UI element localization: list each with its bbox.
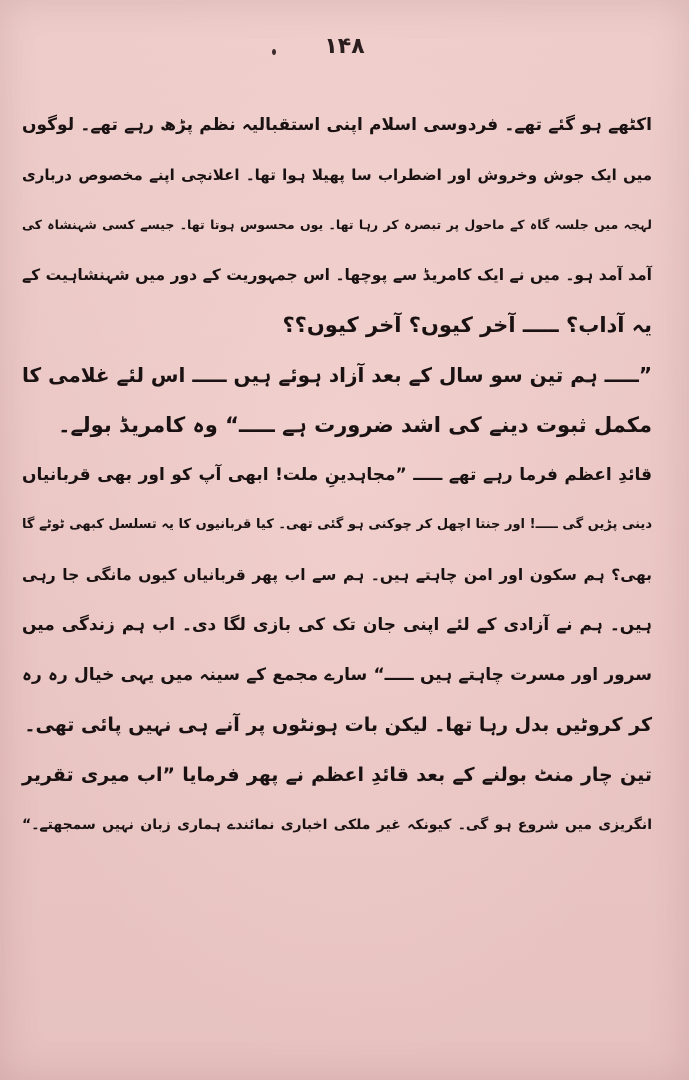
ink-speck xyxy=(272,49,276,55)
paragraph-1 xyxy=(22,100,652,350)
text-line: قائدِ اعظم فرما رہے تھے ـــــ ”مجاہدینِ ملت! ابھی آپ کو اور بھی قربانیاں xyxy=(22,465,652,485)
text-line: اکٹھے ہو گئے تھے۔ فردوسی اسلام اپنی استقبالیہ نظم پڑھ رہے تھے۔ لوگوں xyxy=(22,115,652,135)
text-line: مکمل ثبوت دینے کی اشد ضرورت ہے ـــــ“ وہ کامریڈ بولے۔ xyxy=(58,413,652,437)
text-line: سرور اور مسرت چاہتے ہیں ـــــ“ سارے مجمع کے سینہ میں یہی خیال رہ رہ xyxy=(22,665,652,685)
text-body xyxy=(22,100,652,850)
page-number: ۱۴۸ xyxy=(324,34,365,59)
text-line: دینی پڑیں گی ـــــ! اور جنتا اچھل کر چوکنی ہو گئی تھی۔ کیا قربانیوں کا یہ تسلسل کبھی ٹوٹے گا xyxy=(22,517,652,532)
paragraph-2 xyxy=(22,350,652,450)
text-line: بھی؟ ہم سکون اور امن چاہتے ہیں۔ ہم سے اب پھر قربانیاں کیوں مانگی جا رہی xyxy=(22,566,652,584)
text-line: ”ـــــ ہم تین سو سال کے بعد آزاد ہوئے ہیں ـــــ اس لئے غلامی کا xyxy=(22,363,652,387)
text-line: یہ آداب؟ ـــــ آخر کیوں؟ آخر کیوں؟؟ xyxy=(282,313,652,337)
text-line: میں ایک جوش وخروش اور اضطراب سا پھیلا ہوا تھا۔ اعلانچی اپنے مخصوص درباری xyxy=(22,166,652,184)
text-line: کر کروٹیں بدل رہا تھا۔ لیکن بات ہونٹوں پر آنے ہی نہیں پائی تھی۔ xyxy=(24,714,652,736)
text-line: ہیں۔ ہم نے آزادی کے لئے اپنی جان تک کی بازی لگا دی۔ اب ہم زندگی میں xyxy=(22,615,652,635)
text-line: آمد آمد ہو۔ میں نے ایک کامریڈ سے پوچھا۔ اس جمہوریت کے دور میں شہنشاہیت کے xyxy=(22,266,652,284)
text-line: تین چار منٹ بولنے کے بعد قائدِ اعظم نے پھر فرمایا ”اب میری تقریر xyxy=(22,764,652,786)
paragraph-4 xyxy=(22,750,652,850)
paragraph-3 xyxy=(22,450,652,750)
text-line: لہجہ میں جلسہ گاہ کے ماحول پر تبصرہ کر رہا تھا۔ یوں محسوس ہوتا تھا۔ جیسے کسی شہنشاہ کی xyxy=(22,217,652,232)
text-line: انگریزی میں شروع ہو گی۔ کیونکہ غیر ملکی اخباری نمائندے ہماری زبان نہیں سمجھتے۔“ xyxy=(22,817,652,833)
